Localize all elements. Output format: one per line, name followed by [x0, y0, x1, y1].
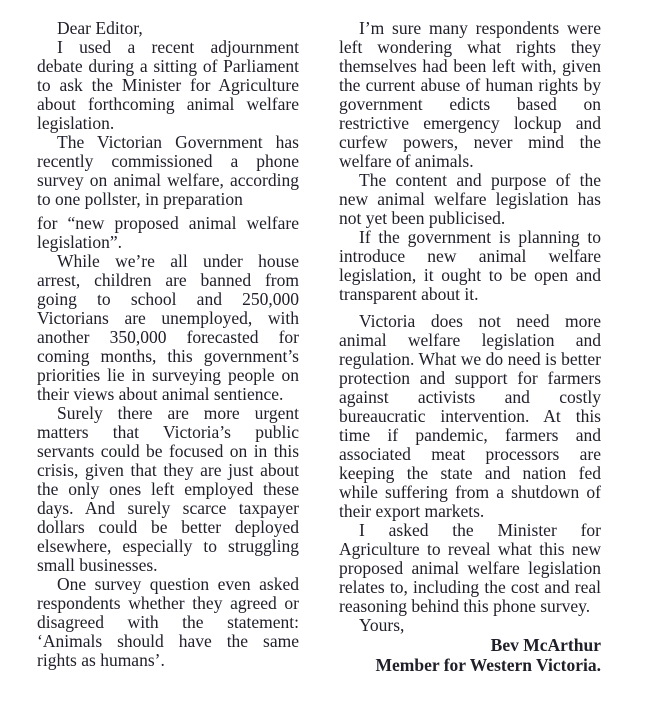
paragraph: If the government is planning to introduce new animal welfare legislation, it ought to be open and transparent about it.: [339, 227, 601, 304]
column-layout: [37, 19, 601, 675]
paragraph: I asked the Minister for Agriculture to reveal what this new proposed animal welfare legislation relates to, including the cost and real reasoning behind this phone survey.: [339, 520, 601, 616]
paragraph-continuation: for “new proposed animal welfare legislation”.: [37, 213, 299, 252]
paragraph: Victoria does not need more animal welfare legislation and regulation. What we do need is better protection and support for farmers against activists and costly bureaucratic intervention. At this time if pandemic, farmers and associated meat processors are keeping the state and nation fed while suffering from a shutdown of their export markets.: [339, 311, 601, 521]
paragraph: While we’re all under house arrest, children are banned from going to school and 250,000 Victorians are unemployed, with another 350,000 forecasted for coming months, this government’s priorities lie in surveying people on their views about animal sentience.: [37, 251, 299, 404]
signature-name: Bev McArthur: [490, 635, 601, 655]
signature-block: [339, 635, 601, 675]
salutation: Dear Editor,: [57, 18, 143, 38]
left-column: [37, 19, 299, 675]
paragraph: I’m sure many respondents were left wondering what rights they themselves had been left with, given the current abuse of human rights by government edicts based on restrictive emergency lockup and curfew powers, never mind the welfare of animals.: [339, 18, 601, 171]
paragraph: The content and purpose of the new animal welfare legislation has not yet been publicised.: [339, 170, 601, 228]
signature-title: Member for Western Victoria.: [375, 655, 601, 675]
paragraph: One survey question even asked respondents whether they agreed or disagreed with the statement: ‘Animals should have the same rights as humans’.: [37, 574, 299, 670]
closing: Yours,: [359, 615, 405, 635]
paragraph: Surely there are more urgent matters that Victoria’s public servants could be focused on in this crisis, given that they are just about the only ones left employed these days. And surely scarce taxpayer dollars could be better deployed elsewhere, especially to struggling small businesses.: [37, 403, 299, 575]
paragraph: I used a recent adjournment debate during a sitting of Parliament to ask the Minister for Agriculture about forthcoming animal welfare legislation.: [37, 37, 299, 133]
paragraph: The Victorian Government has recently commissioned a phone survey on animal welfare, according to one pollster, in preparation: [37, 132, 299, 209]
right-column: [339, 19, 601, 675]
